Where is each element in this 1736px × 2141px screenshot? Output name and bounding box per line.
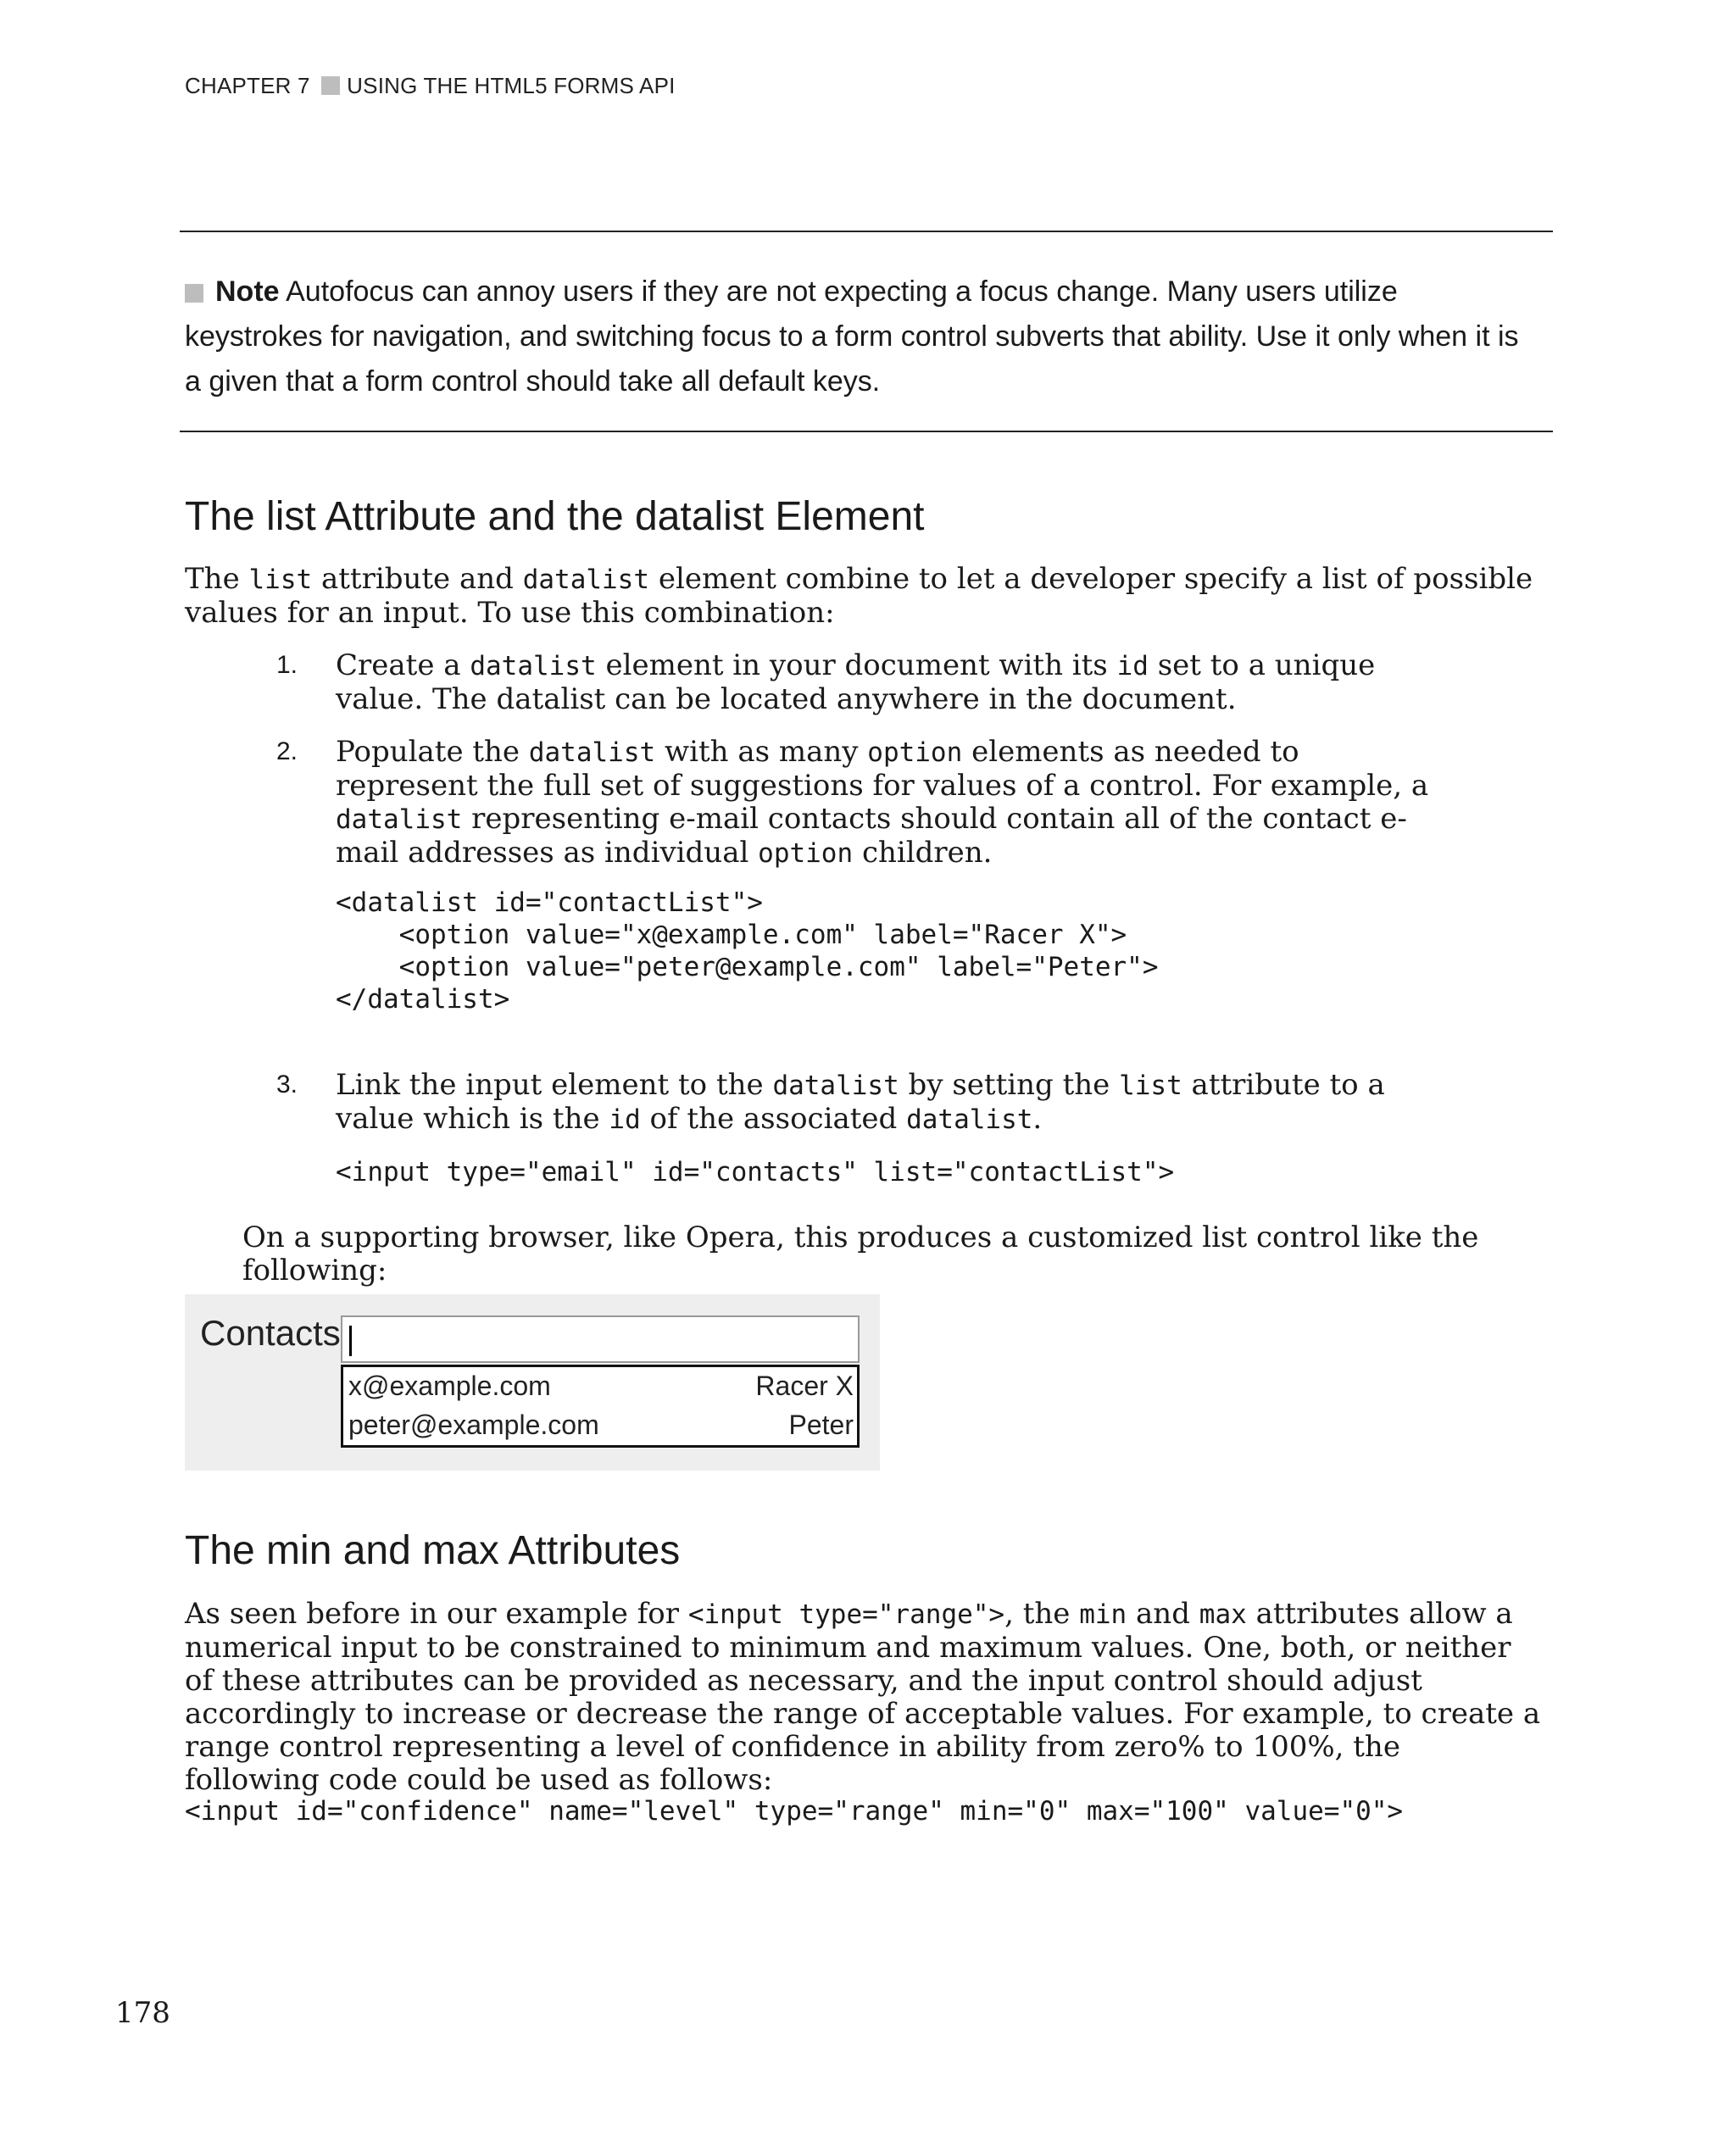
inline-code: <input type="range"> [687,1599,1005,1630]
section-heading-minmax: The min and max Attributes [185,1528,681,1573]
note-text: Autofocus can annoy users if they are not expecting a focus change. Many users utilize keystrokes for navigation, and switching focus to a form control subverts that ability. Use it only when it is a given that a form control should take all default keys. [185,275,1519,398]
intro-paragraph [185,563,1541,630]
inline-code: min [1079,1599,1127,1630]
inline-code: id [609,1104,641,1135]
running-head [185,73,676,99]
text-run: The [185,562,249,596]
text-run: Populate the [336,735,529,769]
code-line: <option value="peter@example.com" label="Peter"> [336,952,1159,982]
code-line: <datalist id="contactList"> [336,887,763,918]
text-run: children. [853,836,993,870]
note-label: Note [215,275,280,308]
text-run: As seen before in our example for [185,1597,688,1631]
chapter-title: USING THE HTML5 FORMS API [347,73,676,98]
inline-code: datalist [528,737,656,768]
inline-code: datalist [906,1104,1033,1135]
text-run: with as many [655,735,868,769]
code-block-datalist [336,887,1159,1015]
opera-paragraph: On a supporting browser, like Opera, this produces a customized list control like the following: [242,1221,1479,1287]
code-line: <option value="x@example.com" label="Racer X"> [336,920,1127,950]
option-value: x@example.com [348,1371,551,1401]
text-run: of the associated [640,1102,907,1136]
datalist-option[interactable] [347,1367,854,1406]
code-block-range: <input id="confidence" name="level" type="range" min="0" max="100" value="0"> [185,1796,1404,1827]
contacts-input[interactable] [341,1315,860,1363]
option-label: Racer X [755,1371,854,1401]
text-run: set to a unique value. The datalist can be located anywhere in the document. [336,648,1376,716]
inline-code: datalist [522,564,650,595]
chapter-number: CHAPTER 7 [185,73,310,98]
text-run: and [1127,1597,1199,1631]
datalist-screenshot-figure [185,1294,880,1471]
inline-code: id [1116,651,1149,681]
inline-code: max [1199,1599,1247,1630]
text-run: element in your document with its [596,648,1117,682]
inline-code: option [758,838,854,869]
step-text [336,736,1438,870]
text-run: , the [1004,1597,1080,1631]
text-run: attributes allow a numerical input to be constrained to minimum and maximum values. One, both, or neither of these attributes can be provided as necessary, and the input control should adjust accordingly to increase or decrease the range of acceptable values. For example, to create a range control representing a level of confidence in ability from zero% to 100%, the following code could be used as follows: [185,1597,1541,1797]
text-run: representing e-mail contacts should contain all of the contact e-mail addresses as individual [336,802,1407,870]
note-top-rule [180,231,1553,232]
text-caret [349,1326,352,1356]
step-number: 1. [276,651,298,679]
text-run: Create a [336,648,470,682]
inline-code: option [867,737,963,768]
text-run: element combine to let a developer specify a list of possible values for an input. To use this combination: [185,562,1533,630]
text-run: by setting the [899,1068,1120,1102]
text-run: Link the input element to the [336,1068,773,1102]
option-label: Peter [788,1410,854,1440]
step-text [336,1069,1438,1137]
inline-code: datalist [470,651,597,681]
section-heading-list: The list Attribute and the datalist Element [185,494,925,539]
inline-code: datalist [772,1070,899,1101]
square-bullet-icon [185,284,203,303]
note-box [185,270,1541,404]
note-bottom-rule [180,431,1553,432]
text-run: elements as needed to represent the full set of suggestions for values of a control. For example, a [336,735,1429,803]
option-value: peter@example.com [348,1410,599,1440]
inline-code: list [248,564,313,595]
code-block-input: <input type="email" id="contacts" list="contactList"> [336,1157,1175,1187]
minmax-paragraph [185,1598,1541,1797]
datalist-option[interactable] [347,1406,854,1445]
contacts-label: Contacts [200,1313,341,1353]
step-number: 3. [276,1070,298,1098]
step-text [336,649,1438,716]
page-number: 178 [115,1996,170,2030]
text-run: . [1032,1102,1043,1136]
text-run: attribute to a value which is the [336,1068,1385,1136]
square-bullet-icon [321,76,340,95]
inline-code: list [1119,1070,1182,1101]
code-line: </datalist> [336,984,510,1015]
text-run: attribute and [312,562,523,596]
step-number: 2. [276,737,298,765]
inline-code: datalist [336,804,463,835]
datalist-dropdown [341,1365,860,1448]
